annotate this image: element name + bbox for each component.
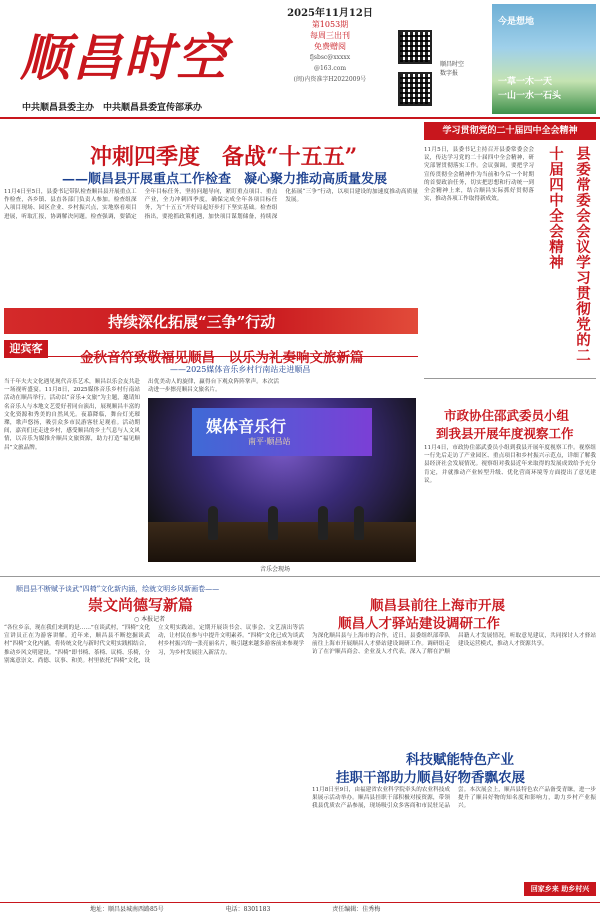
footer-editor: 责任编辑：佳秀梅 [332,906,381,913]
qr-labels [440,60,490,78]
screen-subtitle: 南平·顺昌站 [248,437,291,446]
column-header: 学习贯彻党的二十届四中全会精神 [424,122,596,140]
issue-frequency: 每周三出刊 [310,31,350,40]
culture-byline: ○ 本报记者 [134,616,166,623]
performer-figure [208,506,218,540]
qr-label: 数字报 [440,70,459,77]
banner-text: 一草一木一天 [498,77,553,87]
cppcc-headline[interactable]: 市政协住邵武委员小组 [444,408,570,423]
section-divider [0,576,600,577]
photo-caption: 音乐会现场 [260,566,291,573]
welcome-subheadline: ——2025媒体音乐乡村行南站走进顺昌 [170,365,311,374]
qr-code-icon [398,72,432,106]
email-line: fjsbsc@xxxxx [309,54,351,61]
concert-photo [148,398,416,562]
stage-floor [148,522,416,562]
welcome-headline[interactable]: 金秋音符致敬福见顺昌 以乐为礼奏响文旅新篇 [80,350,364,366]
performer-figure [318,506,328,540]
page-footer [0,902,600,917]
issue-date: 2025年11月12日 [287,8,373,19]
performer-figure [268,506,278,540]
qr-code-icon [398,30,432,64]
banner-text: 一山一水一石头 [498,91,562,101]
committee-headline[interactable]: 县委常委会会议学习贯彻党的二十届四中全会精神 [547,146,591,363]
banner-text: 今是想地 [498,17,535,27]
shanghai-headline-line2[interactable]: 顺昌人才驿站建设调研工作 [338,616,500,632]
free-label: 免费赠阅 [314,42,346,51]
science-headline[interactable]: 科技赋能特色产业 [406,752,514,768]
culture-headline[interactable]: 崇文尚德写新篇 [88,596,194,614]
cppcc-article-body: 11月4日，市政协住邵武委员小组到我县开展年度视察工作。视察组一行先后走访了产业园区、重点项目和乡村振兴示范点，详细了解我县经济社会发展情况。视察组对我县近年来取得的发展成效给予充分肯定，并就推动产业转型升级、优化营商环境等方面提出了意见建议。 [424,445,596,484]
culture-kicker: 顺昌县不断赋予谈武“四椅”文化新内涵，绘就文明乡风新画卷—— [16,585,220,593]
cppcc-headline-line2[interactable]: 到我县开展年度视察工作 [436,426,574,441]
performer-figure [354,506,364,540]
footer-tel: 电话：8301183 [225,906,271,913]
masthead-landscape-image [492,4,596,114]
welcome-article-body-cont: 出优美动人的旋律，赢得台下观众阵阵掌声。本次活动进一步擦亮顺昌文旅名片。 [148,379,279,394]
slogan-text: 持续深化拓展“三争”行动 [108,313,276,331]
lead-headline[interactable]: 冲刺四季度 备战“十五五” [90,144,358,170]
issue-number: 第1053期 [311,20,349,29]
screen-title: 媒体音乐行 [206,417,287,436]
lead-article-body: 11月4日至5日，县委书记带队检查顺昌县开展重点工作检查，各乡镇、县直各部门负责人参加。检查组深入项目现场、园区企业、乡村振兴点，实地察看项目进展，听取汇报，协调解决问题。检查强调，要锚定全年目标任务，坚持问题导向，紧盯重点项目、重点产业，全力冲刺四季度，确保完成全年各项目标任务，为“十五五”开好局起好步打下坚实基础。检查组指出，要抢抓政策机遇，加快项目谋划储备，持续深化拓展“三争”行动，以项目建设的加速度推动高质量发展。 [4,189,418,220]
slogan-banner [4,308,418,334]
reg-number: (闽)内资准字H2022009号 [293,76,367,83]
shanghai-article-body: 为深化顺昌县与上海市的合作，近日，县委组织部带队前往上海市开展顺昌人才驿站建设调研工作。调研组走访了在沪顺昌商会、企业及人才代表，深入了解在沪顺昌籍人才发展情况，听取意见建议，共同探讨人才驿站建设运营模式，推动人才资源共享。 [312,633,596,656]
masthead-rule [0,117,600,119]
issue-info [280,8,380,108]
contact-line: @163.com [313,65,347,72]
village-badge: 回家乡来 助乡村兴 [524,882,596,896]
qr-label: 顺昌时空 [440,61,465,68]
culture-article-body: “各位乡亲，现在我们来到的是……”在谈武村，“四椅”文化宣讲员正在为游客讲解。近年来，顺昌县不断挖掘谈武村“四椅”文化内涵，将传统文化与新时代文明实践相结合，推动乡风文明建设。“四椅”即书椅、茶椅、议椅、乐椅，分别寓意崇文、尚德、议事、和美。村里依托“四椅”文化，设立文明实践站，定期开展读书会、议事会、文艺演出等活动，让村民在参与中提升文明素养。“四椅”文化已成为谈武村乡村振兴的一张亮丽名片，吸引越来越多游客前来参观学习，为乡村发展注入新活力。 [4,625,304,664]
lead-subheadline: ——顺昌县开展重点工作检查 凝心聚力推动高质量发展 [62,172,388,187]
newspaper-logo: 顺昌时空 [20,28,228,87]
shanghai-headline[interactable]: 顺昌县前往上海市开展 [370,598,505,614]
stage-screen [192,408,372,456]
footer-address: 地址：顺昌县城南西路85号 [90,906,164,913]
organizers-line: 中共顺昌县委主办 中共顺昌县委宣传部承办 [22,103,203,113]
science-headline-line2[interactable]: 挂职干部助力顺昌好物香飘农展 [336,770,525,786]
welcome-article-body: 当千年夫夫文化遇见现代音乐艺术，顺昌以乐会友共赴一场视听盛宴。11月8日，2025媒体音乐乡村行南站活动在顺昌举行。活动以“音乐+文旅”为主题，邀请知名音乐人与本地文艺爱好者同台演出，展现顺昌丰富的文化资源和秀美的自然风光。夜幕降临，舞台灯光璀璨，歌声悠扬，吸引众多市民游客驻足观看。活动期间，嘉宾们还走进乡村，感受顺昌的乡土气息与人文风情，以音乐为媒推介顺昌文旅资源，助力打造“福见顺昌”文旅品牌。 [4,379,140,451]
committee-article-body: 11月5日，县委书记主持召开县委常委会会议，传达学习党的二十届四中全会精神，研究部署贯彻落实工作。会议强调，要把学习宣传贯彻全会精神作为当前和今后一个时期的首要政治任务，切实把思想和行动统一到全会精神上来，结合顺昌实际抓好贯彻落实，推动各项工作取得新成效。 [424,147,534,203]
column-divider [424,378,596,379]
section-tag: 迎宾客 [4,340,48,358]
science-article-body: 11月8日至9日，由福建省农业科学院牵头的农业科技成果展示活动举办。顺昌县挂职干部积极对接资源，带领我县优质农产品参展，现场吸引众多客商和市民驻足品尝。本次展会上，顺昌县特色农产品备受青睐，进一步提升了顺昌好物的知名度和影响力，助力乡村产业振兴。 [312,787,596,810]
